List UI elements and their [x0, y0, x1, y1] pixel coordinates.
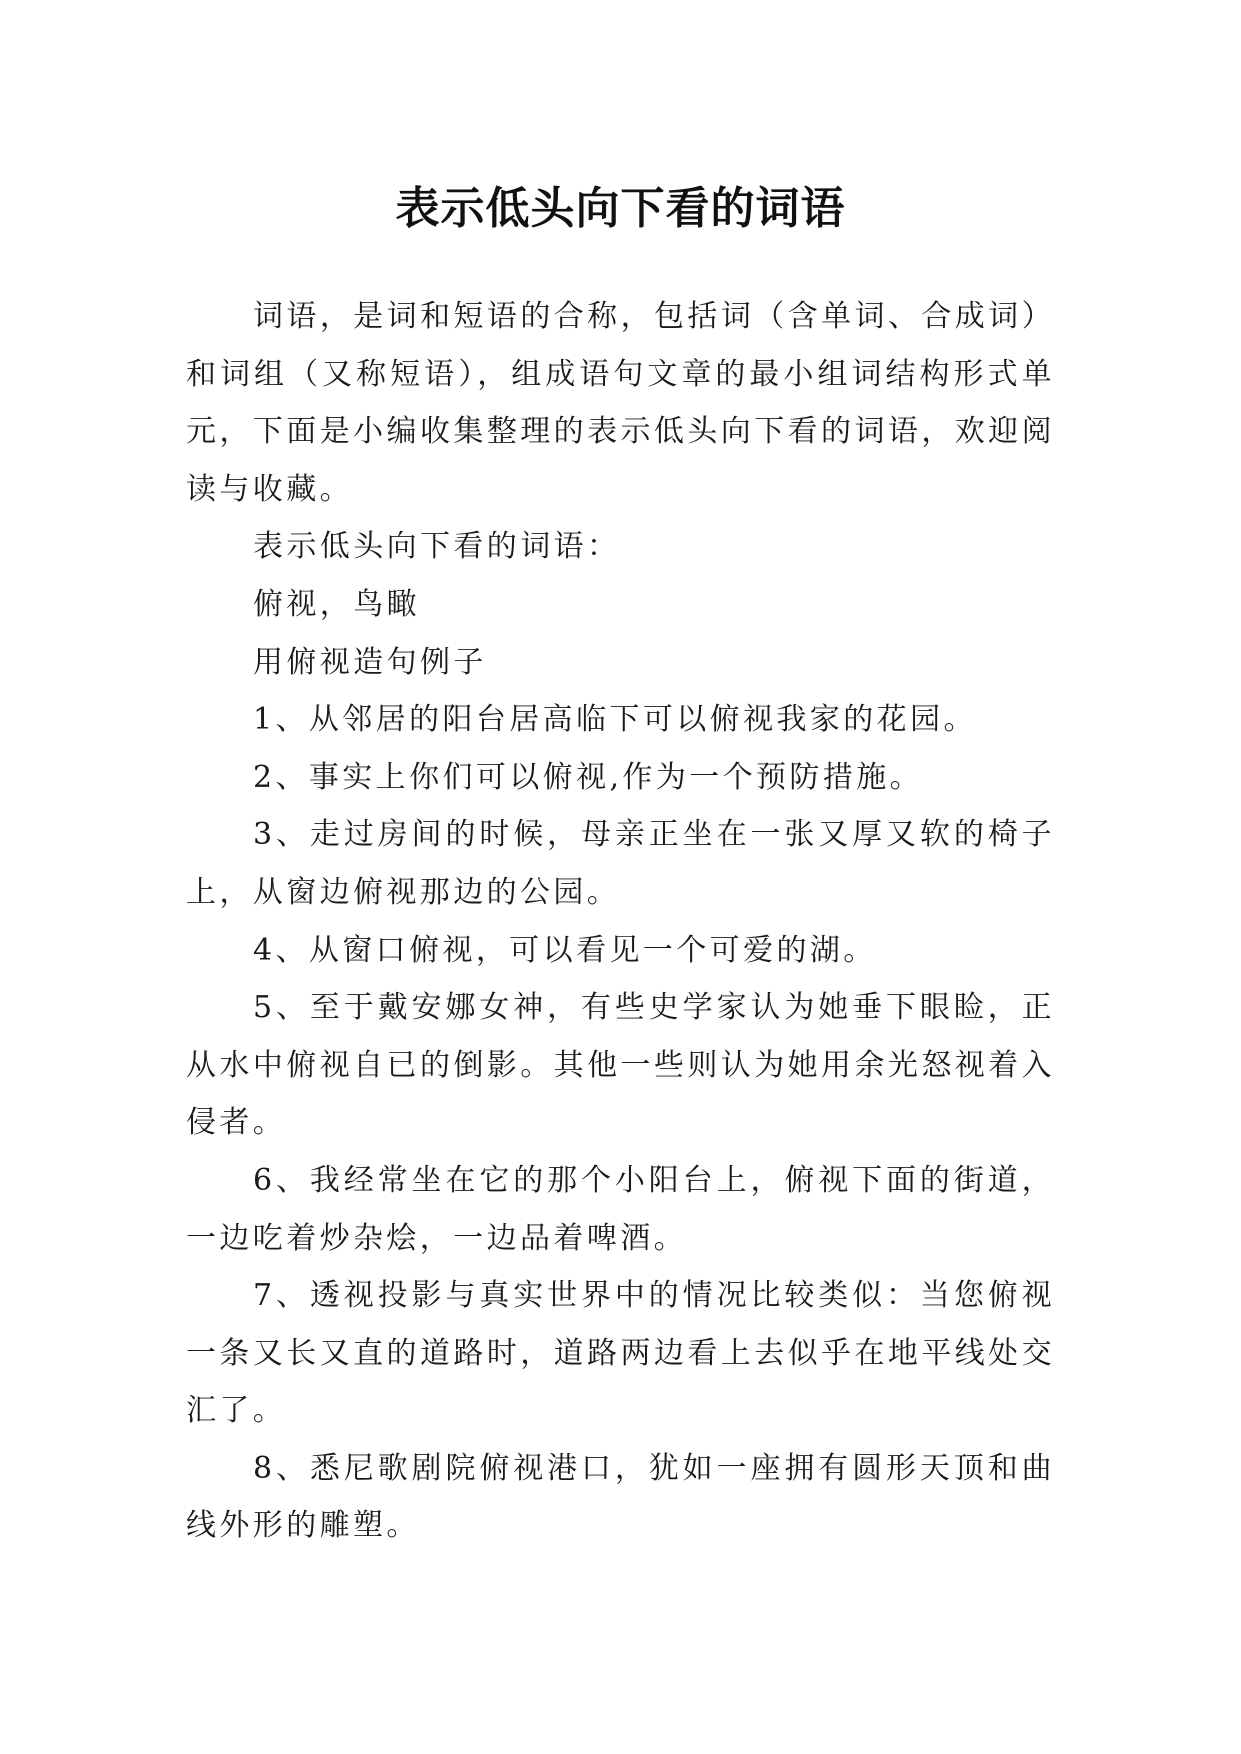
paragraph-section-heading: 表示低头向下看的词语：: [253, 529, 621, 565]
document-title: 表示低头向下看的词语: [395, 183, 846, 235]
paragraph-example-1: 1、从邻居的阳台居高临下可以俯视我家的花园。: [253, 702, 977, 738]
paragraph-example-4: 4、从窗口俯视，可以看见一个可爱的湖。: [253, 932, 877, 968]
paragraph-example-3: 3、走过房间的时候，母亲正坐在一张又厚又软的椅子上，从窗边俯视那边的公园。: [186, 817, 1055, 910]
paragraph-example-6: 6、我经常坐在它的那个小阳台上，俯视下面的街道，一边吃着炒杂烩，一边品着啤酒。: [186, 1162, 1055, 1256]
document-body: [186, 288, 1055, 1555]
paragraph-example-heading: 用俯视造句例子: [253, 644, 487, 680]
paragraph-example-2: 2、事实上你们可以俯视,作为一个预防措施。: [253, 759, 924, 795]
paragraph-words: 俯视，鸟瞰: [253, 586, 420, 622]
paragraph-example-5: 5、至于戴安娜女神，有些史学家认为她垂下眼睑，正从水中俯视自已的倒影。其他一些则认为她用余光怒视着入侵者。: [186, 990, 1055, 1141]
paragraph-example-8: 8、悉尼歌剧院俯视港口，犹如一座拥有圆形天顶和曲线外形的雕塑。: [186, 1450, 1055, 1544]
paragraph-intro: 词语，是词和短语的合称，包括词（含单词、合成词）和词组（又称短语），组成语句文章的最小组词结构形式单元，下面是小编收集整理的表示低头向下看的词语，欢迎阅读与收藏。: [186, 299, 1055, 507]
paragraph-example-7: 7、透视投影与真实世界中的情况比较类似：当您俯视一条又长又直的道路时，道路两边看上去似乎在地平线处交汇了。: [186, 1278, 1055, 1429]
